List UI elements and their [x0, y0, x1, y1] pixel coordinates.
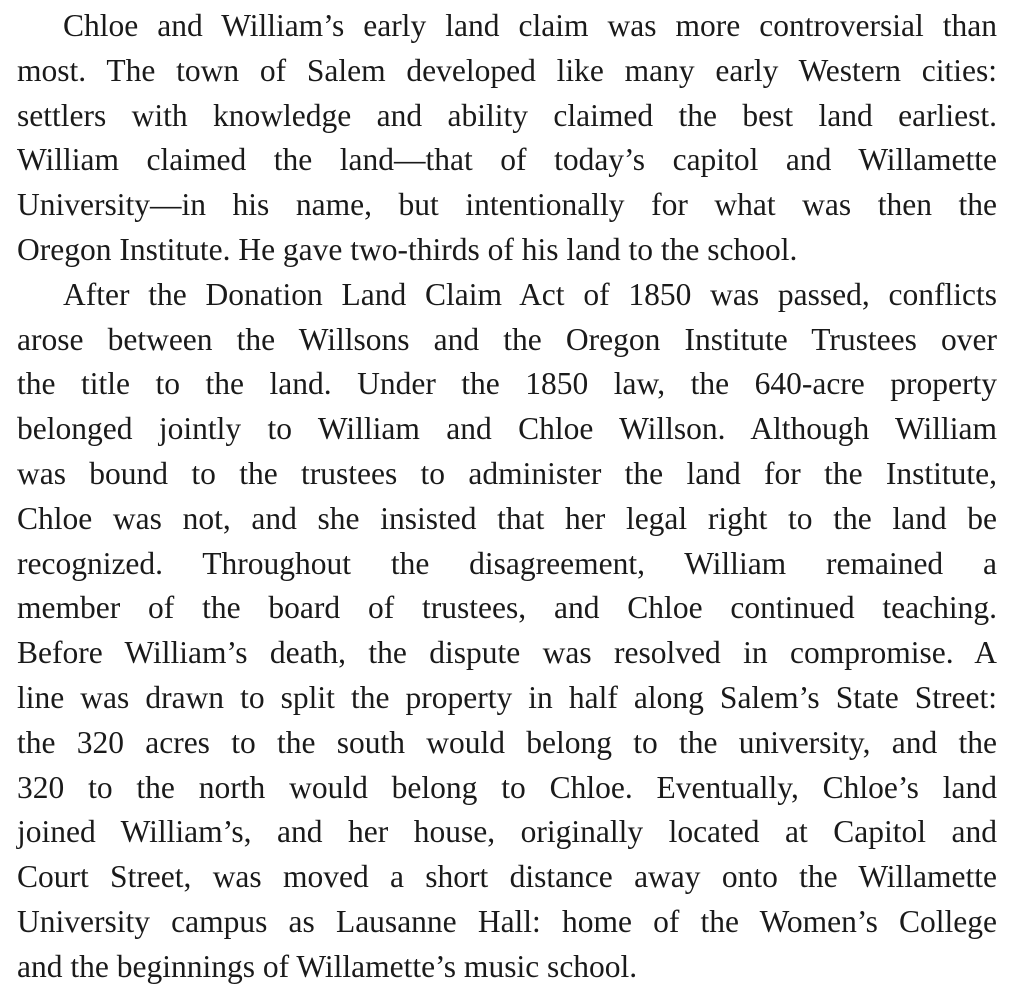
text-line: most. The town of Salem developed like many early Western cities:	[17, 52, 997, 88]
text-line: University—in his name, but intentionally for what was then the	[17, 187, 997, 223]
text-line: joined William’s, and her house, originally located at Capitol and	[17, 814, 997, 850]
text-line: Oregon Institute. He gave two-thirds of his land to the school.	[17, 231, 798, 267]
text-line: arose between the Willsons and the Oregon Institute Trustees over	[17, 321, 997, 357]
text-line: University campus as Lausanne Hall: home of the Women’s College	[17, 903, 997, 939]
text-line: member of the board of trustees, and Chloe continued teaching.	[17, 590, 997, 626]
paragraph-1	[17, 4, 997, 273]
text-line: Before William’s death, the dispute was resolved in compromise. A	[17, 635, 997, 671]
text-line: settlers with knowledge and ability claimed the best land earliest.	[17, 97, 997, 133]
text-line: Chloe and William’s early land claim was more controversial than	[63, 8, 997, 43]
text-line: William claimed the land—that of today’s capitol and Willamette	[17, 142, 997, 178]
text-line: Chloe was not, and she insisted that her legal right to the land be	[17, 500, 997, 536]
text-line: line was drawn to split the property in half along Salem’s State Street:	[17, 679, 997, 715]
text-line: recognized. Throughout the disagreement, William remained a	[17, 545, 997, 581]
text-line: belonged jointly to William and Chloe Willson. Although William	[17, 411, 997, 447]
text-line: and the beginnings of Willamette’s music school.	[17, 948, 638, 984]
text-line: After the Donation Land Claim Act of 1850 was passed, conflicts	[63, 276, 997, 312]
paragraph-2	[17, 273, 997, 990]
text-line: 320 to the north would belong to Chloe. Eventually, Chloe’s land	[17, 769, 997, 805]
text-line: Court Street, was moved a short distance away onto the Willamette	[17, 859, 997, 895]
text-line: the 320 acres to the south would belong to the university, and the	[17, 724, 997, 760]
document-page	[17, 4, 997, 990]
text-line: the title to the land. Under the 1850 law, the 640-acre property	[17, 366, 997, 402]
text-line: was bound to the trustees to administer the land for the Institute,	[17, 455, 997, 491]
